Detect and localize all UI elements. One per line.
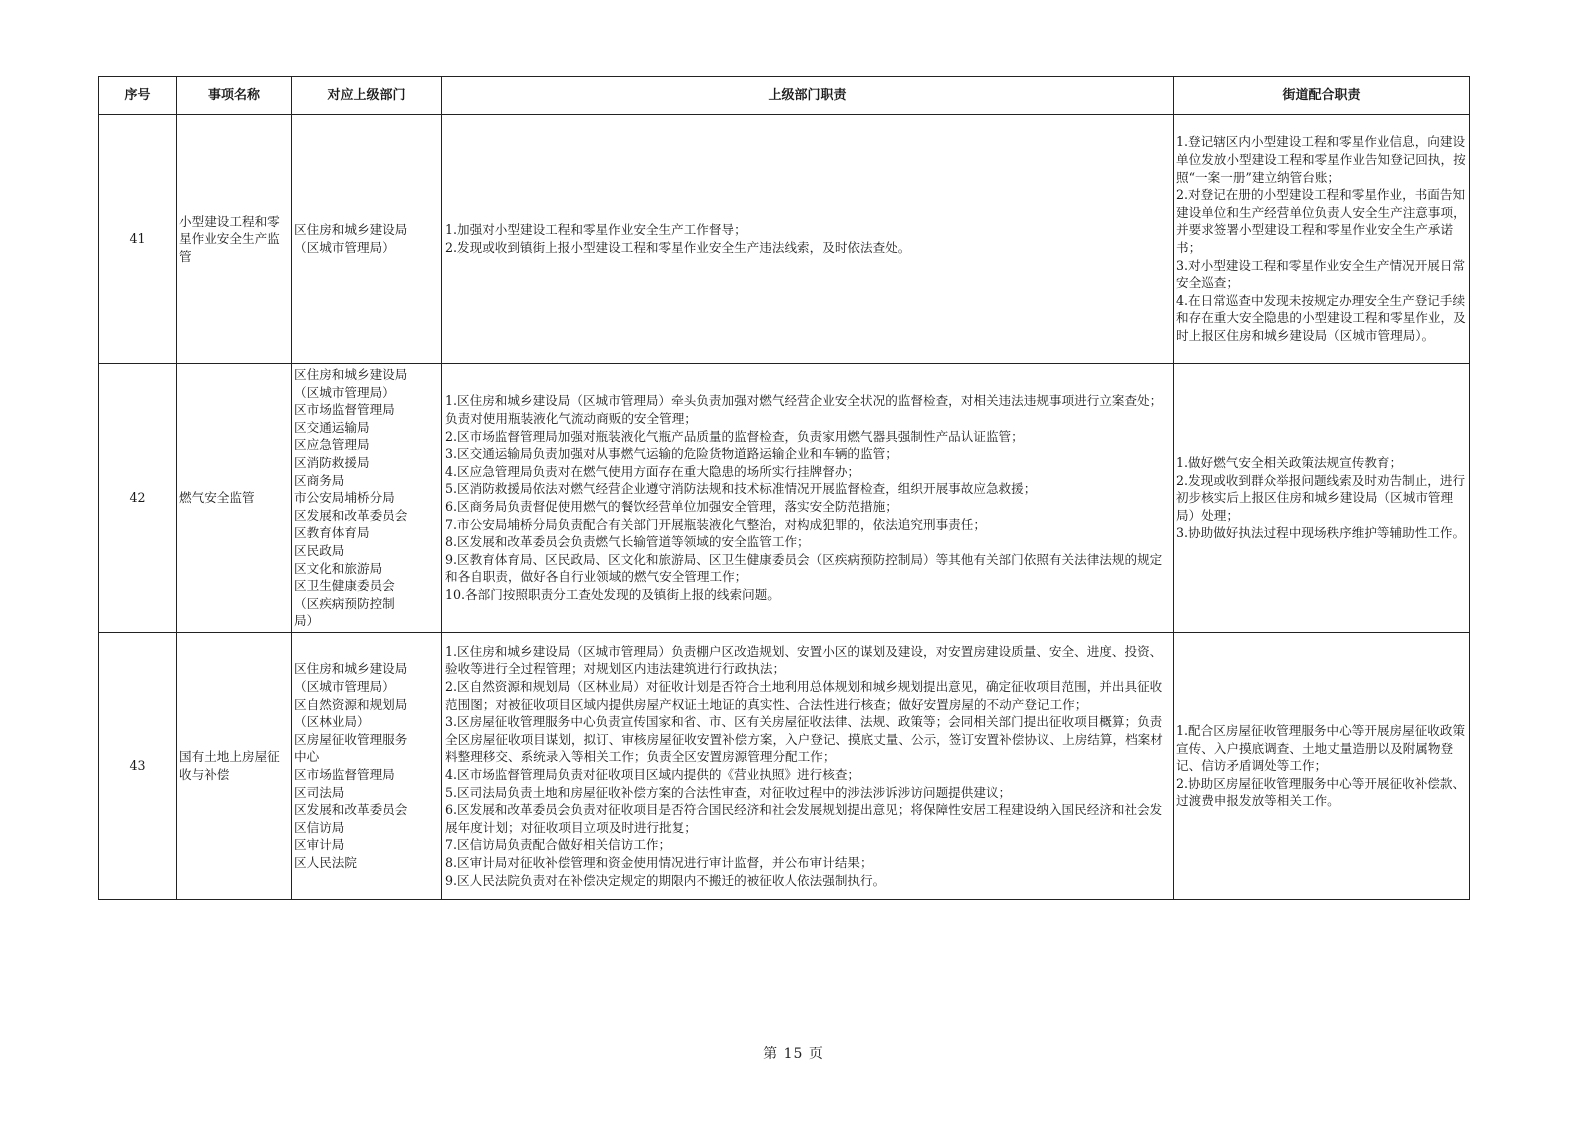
upper-duty-item: 2.区自然资源和规划局（区林业局）对征收计划是否符合土地利用总体规划和城乡规划提出意见，确定征收项目范围，并出具征收范围图；对被征收项目区域内提供房屋产权证土地证的真实性、合法性进行核查；做好安置房屋的不动产登记工作；: [445, 679, 1163, 712]
upper-duty-item: 4.区市场监督管理局负责对征收项目区域内提供的《营业执照》进行核查；: [445, 767, 861, 782]
upper-duty-item: 5.区司法局负责土地和房屋征收补偿方案的合法性审查，对征收过程中的涉法涉诉涉访问题提供建议；: [445, 784, 1012, 800]
upper-dept-entry: （区城市管理局）: [294, 679, 395, 695]
header-street-duty: 街道配合职责: [1174, 77, 1470, 115]
upper-dept-entry: 区商务局: [294, 472, 345, 488]
row-index: 41: [99, 115, 177, 364]
upper-duty-item: 3.区房屋征收管理服务中心负责宣传国家和省、市、区有关房屋征收法律、法规、政策等；会同相关部门提出征收项目概算；负责全区房屋征收项目谋划，拟订、审核房屋征收安置补偿方案，入户登记、摸底丈量、公示，签订安置补偿协议、上房结算，档案材料整理移交、系统录入等相关工作；负责全区安置房源管理分配工作；: [445, 714, 1163, 765]
upper-dept-entry: 区教育体育局: [294, 525, 370, 541]
upper-duty-item: 6.区发展和改革委员会负责对征收项目是否符合国民经济和社会发展规划提出意见；将保障性安居工程建设纳入国民经济和社会发展年度计划；对征收项目立项及时进行批复；: [445, 802, 1163, 835]
upper-duty-item: 7.区信访局负责配合做好相关信访工作；: [445, 837, 672, 853]
upper-dept-entry: 区发展和改革委员会: [294, 802, 408, 818]
upper-duty-item: 1.加强对小型建设工程和零星作业安全生产工作督导；: [445, 222, 747, 238]
row-item-name: 小型建设工程和零星作业安全生产监管: [177, 115, 292, 364]
upper-duty-item: 8.区审计局对征收补偿管理和资金使用情况进行审计监督，并公布审计结果；: [445, 854, 873, 870]
upper-duty-item: 2.区市场监督管理局加强对瓶装液化气瓶产品质量的监督检查，负责家用燃气器具强制性产品认证监管；: [445, 428, 1024, 444]
upper-dept-entry: 区市场监督管理局: [294, 767, 395, 782]
header-index: 序号: [99, 77, 177, 115]
row-upper-duties: [442, 115, 1174, 364]
upper-duty-item: 3.区交通运输局负责加强对从事燃气运输的危险货物道路运输企业和车辆的监管；: [445, 446, 898, 462]
upper-duty-item: 8.区发展和改革委员会负责燃气长输管道等领域的安全监管工作；: [445, 534, 810, 550]
street-duty-item: 3.协助做好执法过程中现场秩序维护等辅助性工作。: [1176, 525, 1466, 541]
upper-dept-entry: 区发展和改革委员会: [294, 507, 408, 523]
page-number: 第 15 页: [763, 1046, 824, 1062]
row-item-name: 国有土地上房屋征收与补偿: [177, 633, 292, 900]
upper-dept-entry: 区住房和城乡建设局: [294, 661, 408, 677]
upper-dept-entry: 区应急管理局: [294, 437, 370, 453]
upper-dept-entry: 市公安局埔桥分局: [294, 490, 395, 506]
upper-dept-entry: 区司法局: [294, 784, 345, 800]
street-duty-item: 4.在日常巡查中发现未按规定办理安全生产登记手续和存在重大安全隐患的小型建设工程和零星作业，及时上报区住房和城乡建设局（区城市管理局）。: [1176, 292, 1466, 343]
street-duty-item: 2.发现或收到群众举报问题线索及时劝告制止，进行初步核实后上报区住房和城乡建设局（区城市管理局）处理；: [1176, 472, 1466, 523]
upper-duty-item: 1.区住房和城乡建设局（区城市管理局）牵头负责加强对燃气经营企业安全状况的监督检查，对相关违法违规事项进行立案查处；负责对使用瓶装液化气流动商贩的安全管理；: [445, 393, 1163, 427]
row-upper-duties: [442, 364, 1174, 633]
upper-duty-item: 7.市公安局埔桥分局负责配合有关部门开展瓶装液化气整治，对构成犯罪的，依法追究刑事责任；: [445, 516, 986, 532]
upper-dept-entry: （区城市管理局）: [294, 240, 395, 255]
upper-duty-item: 10.各部门按照职责分工查处发现的及镇街上报的线索问题。: [445, 586, 780, 602]
row-upper-depts: [292, 633, 442, 900]
upper-duty-item: 4.区应急管理局负责对在燃气使用方面存在重大隐患的场所实行挂牌督办；: [445, 463, 861, 479]
upper-dept-entry: 区消防救援局: [294, 455, 370, 471]
row-index: 42: [99, 364, 177, 633]
upper-dept-entry: （区疾病预防控制: [294, 595, 395, 611]
duty-table: [98, 76, 1470, 900]
street-duty-item: 1.登记辖区内小型建设工程和零星作业信息，向建设单位发放小型建设工程和零星作业告知登记回执，按照“一案一册”建立纳管台账；: [1176, 134, 1466, 185]
upper-duty-item: 9.区教育体育局、区民政局、区文化和旅游局、区卫生健康委员会（区疾病预防控制局）等其他有关部门依照有关法律法规的规定和各自职责，做好各自行业领域的燃气安全管理工作；: [445, 551, 1163, 585]
upper-duty-item: 9.区人民法院负责对在补偿决定规定的期限内不搬迁的被征收人依法强制执行。: [445, 872, 886, 888]
street-duty-item: 2.协助区房屋征收管理服务中心等开展征收补偿款、过渡费申报发放等相关工作。: [1176, 775, 1466, 809]
header-row: [99, 77, 1470, 115]
upper-dept-entry: 区市场监督管理局: [294, 402, 395, 418]
upper-dept-entry: 局）: [294, 613, 320, 629]
table-body: [99, 115, 1470, 900]
table-row: [99, 115, 1470, 364]
upper-dept-entry: 区民政局: [294, 542, 345, 558]
row-upper-duties: [442, 633, 1174, 900]
upper-dept-entry: 区自然资源和规划局: [294, 696, 408, 712]
row-upper-depts: [292, 364, 442, 633]
upper-dept-entry: 区审计局: [294, 837, 345, 853]
upper-dept-entry: 区房屋征收管理服务: [294, 731, 408, 747]
header-upper-dept: 对应上级部门: [292, 77, 442, 115]
street-duty-item: 1.做好燃气安全相关政策法规宣传教育；: [1176, 455, 1403, 471]
upper-dept-entry: （区城市管理局）: [294, 384, 395, 400]
row-item-name: 燃气安全监管: [177, 364, 292, 633]
street-duty-item: 2.对登记在册的小型建设工程和零星作业，书面告知建设单位和生产经营单位负责人安全生产注意事项，并要求签署小型建设工程和零星作业安全生产承诺书；: [1176, 187, 1466, 255]
row-street-duties: [1174, 633, 1470, 900]
header-item-name: 事项名称: [177, 77, 292, 115]
upper-dept-entry: 区交通运输局: [294, 419, 370, 435]
street-duty-item: 1.配合区房屋征收管理服务中心等开展房屋征收政策宣传、入户摸底调查、土地丈量造册以及附属物登记、信访矛盾调处等工作；: [1176, 723, 1466, 774]
upper-dept-entry: （区林业局）: [294, 714, 370, 730]
row-street-duties: [1174, 115, 1470, 364]
upper-dept-entry: 区文化和旅游局: [294, 560, 383, 576]
upper-dept-entry: 区人民法院: [294, 854, 357, 870]
upper-dept-entry: 区住房和城乡建设局: [294, 367, 408, 383]
upper-dept-entry: 中心: [294, 749, 320, 765]
row-index: 43: [99, 633, 177, 900]
upper-duty-item: 2.发现或收到镇街上报小型建设工程和零星作业安全生产违法线索，及时依法查处。: [445, 240, 911, 255]
table-row: [99, 364, 1470, 633]
header-upper-duty: 上级部门职责: [442, 77, 1174, 115]
upper-dept-entry: 区卫生健康委员会: [294, 578, 395, 594]
upper-duty-item: 5.区消防救援局依法对燃气经营企业遵守消防法规和技术标准情况开展监督检查，组织开展事故应急救援；: [445, 481, 1037, 497]
row-street-duties: [1174, 364, 1470, 633]
table-row: [99, 633, 1470, 900]
upper-duty-item: 6.区商务局负责督促使用燃气的餐饮经营单位加强安全管理，落实安全防范措施；: [445, 499, 898, 514]
upper-duty-item: 1.区住房和城乡建设局（区城市管理局）负责棚户区改造规划、安置小区的谋划及建设，对安置房建设质量、安全、进度、投资、验收等进行全过程管理；对规划区内违法建筑进行行政执法；: [445, 643, 1163, 677]
upper-dept-entry: 区住房和城乡建设局: [294, 222, 408, 238]
row-upper-depts: [292, 115, 442, 364]
upper-dept-entry: 区信访局: [294, 819, 345, 835]
street-duty-item: 3.对小型建设工程和零星作业安全生产情况开展日常安全巡查；: [1176, 257, 1466, 291]
